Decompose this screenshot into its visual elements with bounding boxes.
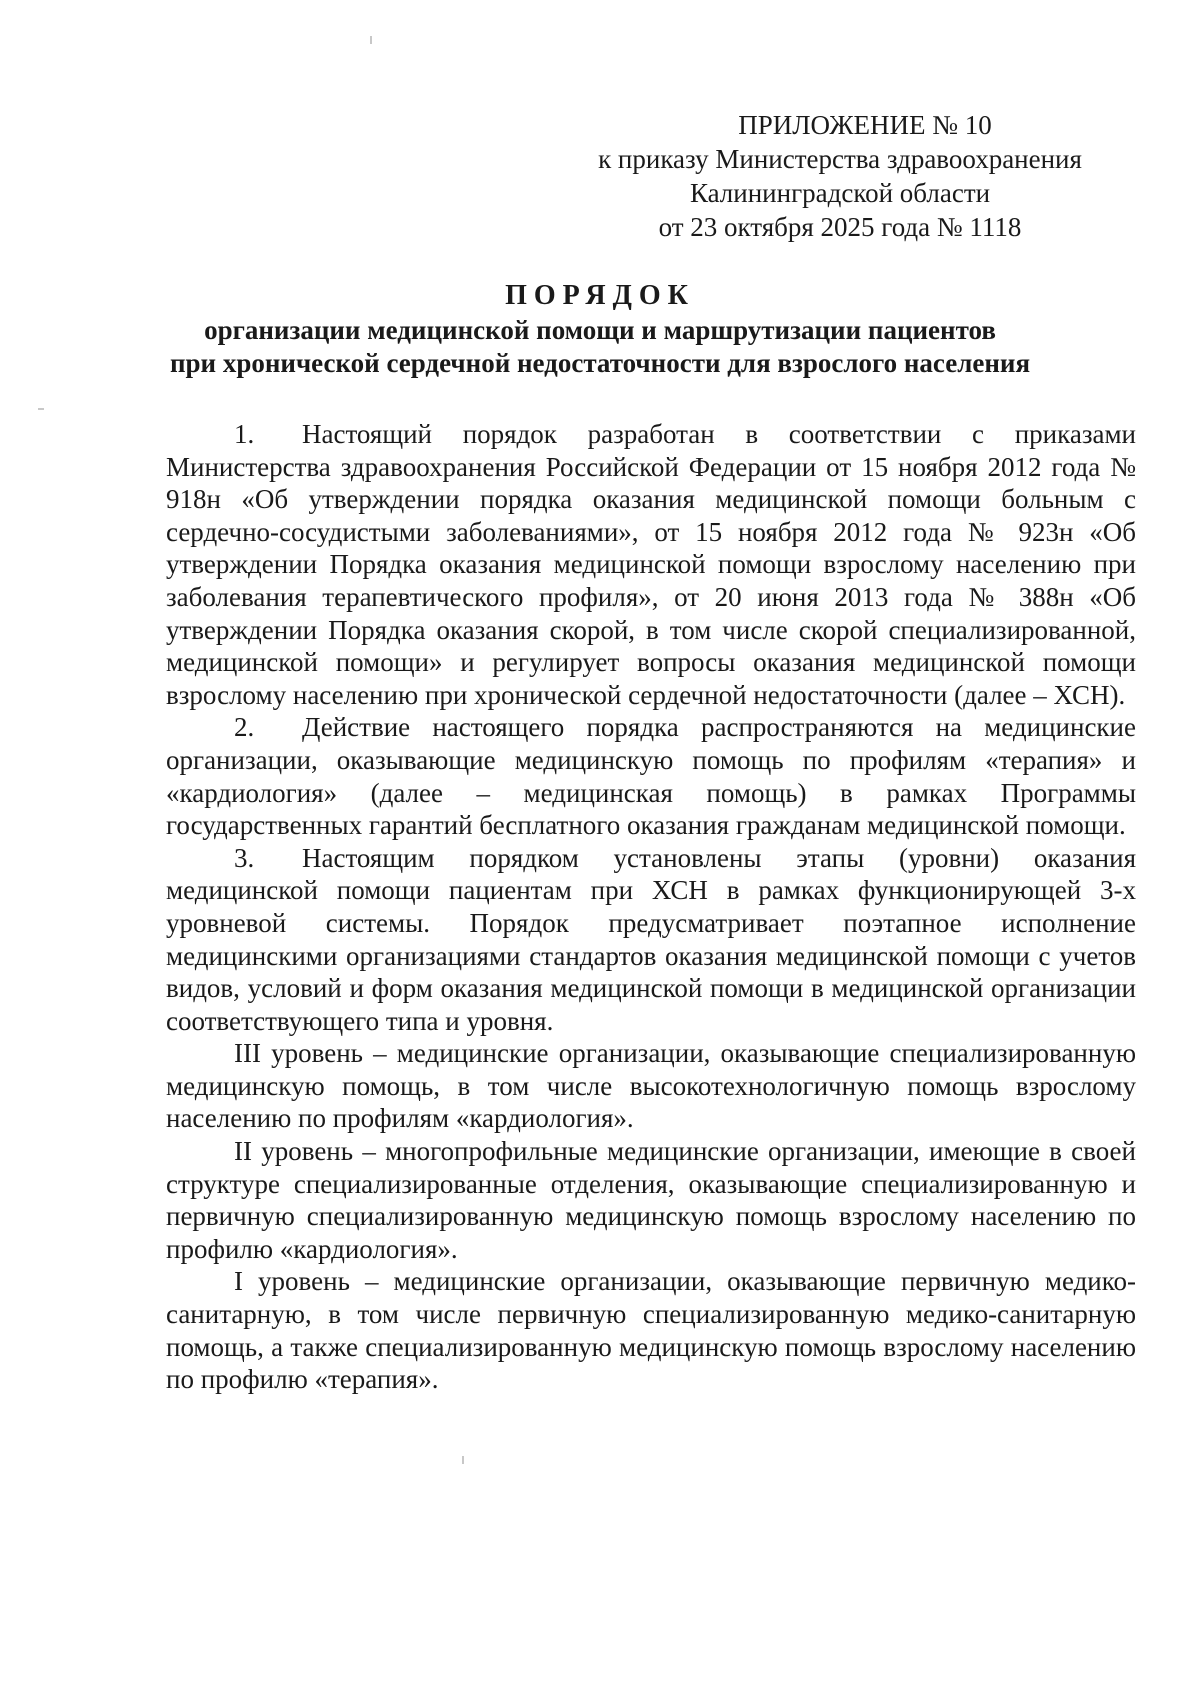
document-body bbox=[166, 418, 1136, 1396]
paragraph-number: 1. bbox=[234, 419, 255, 449]
title-subtitle-line-2: при хронической сердечной недостаточности для взрослого населения bbox=[169, 348, 1031, 378]
order-reference: к приказу Министерства здравоохранения bbox=[598, 144, 1082, 174]
paragraph-number: 2. bbox=[234, 712, 255, 743]
paragraph-text: Настоящим порядком установлены этапы (уровни) оказания медицинской помощи пациентам при ХСН в рамках функционирующей 3-х уровневой системы. Порядок предусматривает поэтапное исполнение медицинскими организациями стандартов оказания медицинской помощи с учетов видов, условий и форм оказания медицинской помощи в медицинской организации соответствующего типа и уровня. bbox=[166, 842, 1136, 1036]
paragraph-text: Настоящий порядок разработан в соответствии с приказами Министерства здравоохранения Российской Федерации от 15 ноября 2012 года № 918н «Об утверждении порядка оказания медицинской помощи больным с сердечно-сосудистыми заболеваниями», от 15 ноября 2012 года № 923н «Об утверждении Порядка оказания медицинской помощи взрослому населению при заболевания терапевтического профиля», от 20 июня 2013 года № 388н «Об утверждении Порядка оказания скорой, в том числе скорой специализированной, медицинской помощи» и регулирует вопросы оказания медицинской помощи взрослому населению при хронической сердечной недостаточности (далее – ХСН). bbox=[166, 419, 1136, 710]
paragraph-number: 3. bbox=[234, 842, 255, 873]
scan-artifact bbox=[38, 408, 44, 410]
paragraph-2 bbox=[166, 711, 1136, 841]
paragraph-1 bbox=[166, 418, 1136, 711]
level-2-description: II уровень – многопрофильные медицинские организации, имеющие в своей структуре специализированные отделения, оказывающие специализированную и первичную специализированную медицинскую помощь взрослому населению по профилю «кардиология». bbox=[166, 1136, 1136, 1264]
paragraph-3 bbox=[166, 842, 1136, 1038]
scan-artifact bbox=[462, 1456, 464, 1464]
appendix-number: ПРИЛОЖЕНИЕ № 10 bbox=[738, 110, 992, 140]
title-main: ПОРЯДОК bbox=[505, 280, 695, 311]
paragraph-text: Действие настоящего порядка распространяются на медицинские организации, оказывающие медицинскую помощь по профилям «терапия» и «кардиология» (далее – медицинская помощь) в рамках Программы государственных гарантий бесплатного оказания гражданам медицинской помощи. bbox=[166, 712, 1136, 841]
title-subtitle-line-1: организации медицинской помощи и маршрутизации пациентов bbox=[204, 315, 996, 345]
scan-artifact bbox=[370, 36, 372, 44]
region-name: Калининградской области bbox=[689, 178, 991, 208]
level-1-description: I уровень – медицинские организации, оказывающие первичную медико-санитарную, в том числе первичную специализированную медико-санитарную помощь, а также специализированную медицинскую помощь взрослому населению по профилю «терапия». bbox=[166, 1266, 1136, 1395]
appendix-header bbox=[560, 108, 1120, 244]
level-3-description: III уровень – медицинские организации, оказывающие специализированную медицинскую помощь, в том числе высокотехнологичную помощь взрослому населению по профилям «кардиология». bbox=[166, 1038, 1136, 1134]
order-date: от 23 октября 2025 года № 1118 bbox=[658, 212, 1022, 242]
document-title bbox=[100, 278, 1100, 380]
